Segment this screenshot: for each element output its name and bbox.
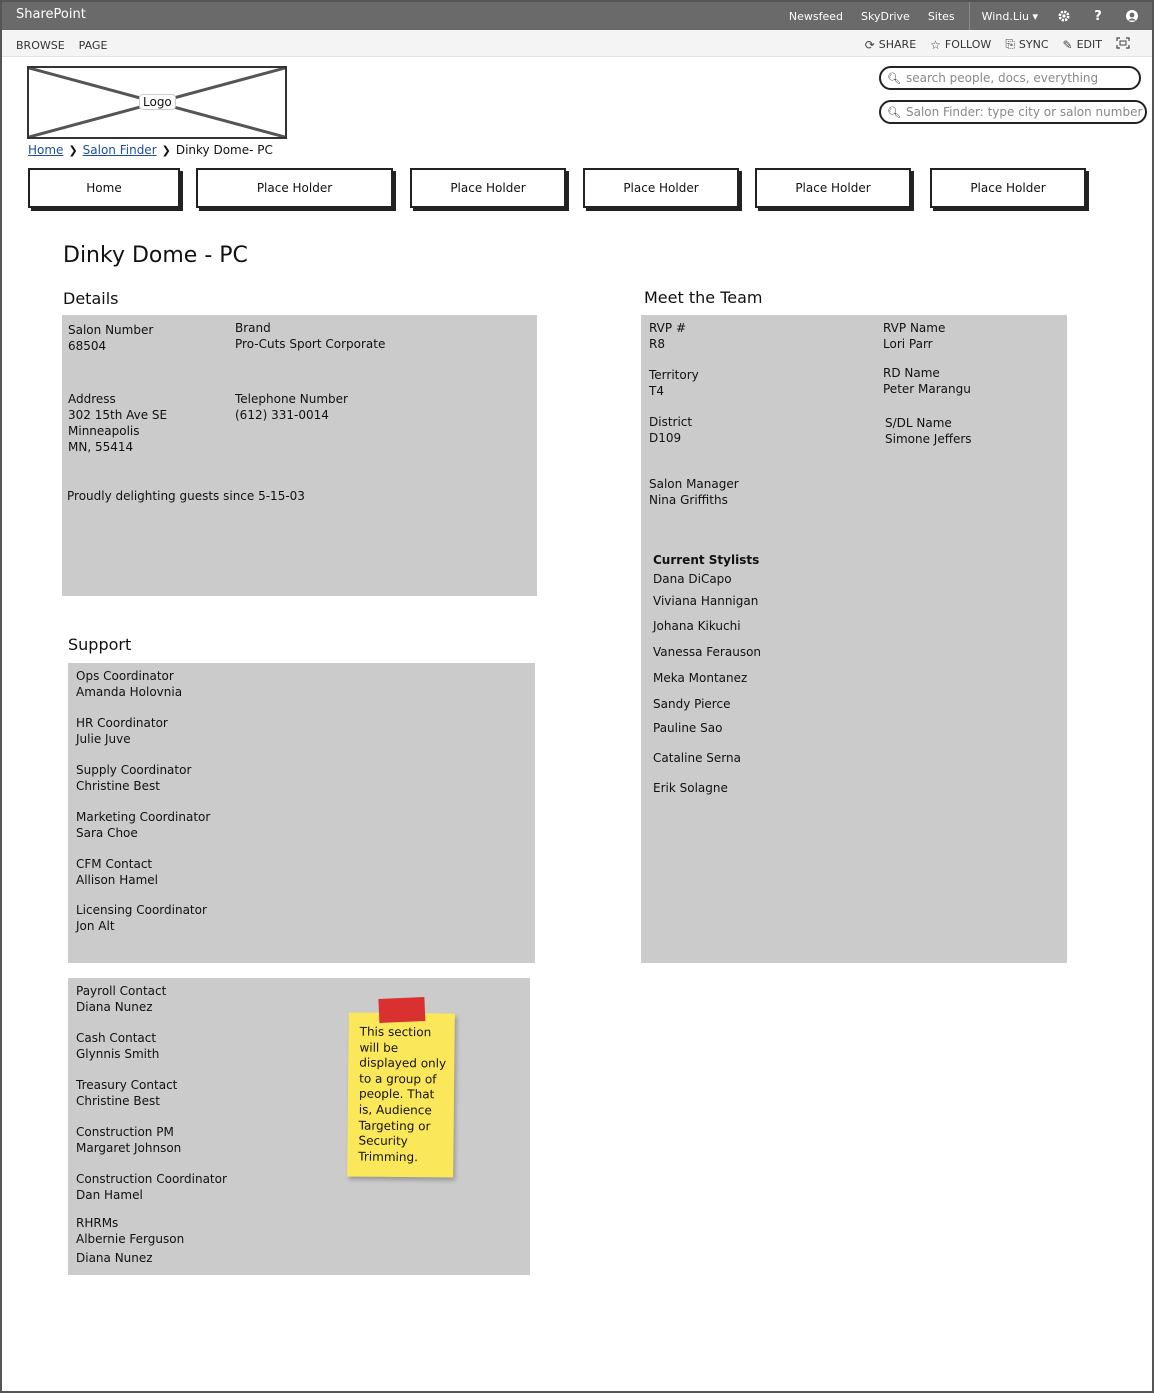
page-title: Dinky Dome - PC [63, 243, 248, 268]
brand-field [235, 320, 385, 352]
chevron-right-icon: ❯ [161, 143, 171, 157]
salon-finder-placeholder: Salon Finder: type city or salon number [905, 105, 1143, 119]
ribbon-bar [2, 30, 1152, 57]
nav-placeholder-2-button[interactable]: Place Holder [410, 168, 566, 208]
contact-name: Diana Nunez [76, 1000, 153, 1014]
stylist-item: Sandy Pierce [653, 697, 731, 711]
stylist-item: Viviana Hannigan [653, 594, 759, 608]
contact-name: Jon Alt [76, 919, 115, 933]
rvp-name-field [883, 320, 945, 352]
details-heading: Details [63, 289, 119, 308]
stylist-item: Cataline Serna [653, 751, 741, 765]
search-icon: 🔍︎ [887, 71, 901, 85]
logo-label: Logo [139, 94, 176, 110]
suite-links [771, 2, 1140, 30]
stylist-item: Erik Solagne [653, 781, 728, 795]
contact-name: Sara Choe [76, 826, 138, 840]
sticky-tape [378, 997, 425, 1023]
salon-manager-value: Nina Griffiths [649, 493, 728, 507]
support-contact [76, 856, 158, 888]
rvp-name-value: Lori Parr [883, 337, 933, 351]
contact-name: Christine Best [76, 779, 160, 793]
sharepoint-brand[interactable]: SharePoint [16, 7, 86, 22]
breadcrumb [28, 143, 273, 157]
breadcrumb-current: Dinky Dome- PC [175, 143, 273, 157]
address-line-2: Minneapolis [68, 424, 140, 438]
restricted-contact [76, 1171, 227, 1203]
restricted-contact [76, 1124, 181, 1156]
site-search-input[interactable] [879, 66, 1141, 90]
follow-button[interactable] [930, 38, 991, 52]
nav-placeholder-1-button[interactable]: Place Holder [196, 168, 393, 208]
brand-label: Brand [235, 321, 271, 335]
chevron-right-icon: ❯ [68, 143, 78, 157]
current-stylists-heading: Current Stylists [653, 553, 760, 567]
suite-divider [969, 2, 970, 30]
salon-finder-input[interactable] [879, 100, 1147, 124]
brand-value: Pro-Cuts Sport Corporate [235, 337, 386, 351]
search-icon: 🔍︎ [887, 105, 901, 119]
rhrm-name: Diana Nunez [76, 1251, 153, 1265]
share-label: SHARE [878, 38, 917, 51]
contact-role: Supply Coordinator [76, 763, 192, 777]
contact-name: Margaret Johnson [76, 1141, 182, 1155]
contact-name: Dan Hamel [76, 1188, 143, 1202]
sdl-name-label: S/DL Name [885, 416, 952, 430]
sites-link[interactable]: Sites [927, 9, 955, 23]
tab-browse[interactable]: BROWSE [16, 39, 65, 52]
support-contact [76, 902, 207, 934]
salon-number-value: 68504 [68, 339, 107, 353]
salon-number-label: Salon Number [68, 323, 154, 337]
avatar-icon[interactable] [1124, 8, 1140, 24]
site-search-placeholder: search people, docs, everything [905, 71, 1099, 85]
contact-role: Construction PM [76, 1125, 174, 1139]
ribbon-actions [865, 37, 1130, 52]
sync-button[interactable] [1005, 37, 1048, 52]
rvp-name-label: RVP Name [883, 321, 946, 335]
stylist-item: Dana DiCapo [653, 572, 732, 586]
contact-role: Cash Contact [76, 1031, 157, 1045]
restricted-contact [76, 1030, 159, 1062]
district-value: D109 [649, 431, 682, 445]
focus-mode-button[interactable] [1116, 37, 1130, 52]
edit-label: EDIT [1076, 38, 1102, 51]
support-contact [76, 809, 210, 841]
stylist-item: Pauline Sao [653, 721, 723, 735]
sdl-name-value: Simone Jeffers [885, 432, 972, 446]
skydrive-link[interactable]: SkyDrive [861, 9, 910, 23]
telephone-label: Telephone Number [235, 392, 348, 406]
site-logo[interactable] [27, 66, 287, 139]
territory-label: Territory [649, 368, 699, 382]
support-heading: Support [68, 635, 132, 654]
contact-role: Marketing Coordinator [76, 810, 211, 824]
district-field [649, 414, 692, 446]
team-panel [641, 315, 1067, 963]
edit-button[interactable] [1063, 38, 1102, 52]
address-field [68, 391, 167, 455]
territory-value: T4 [649, 384, 664, 398]
address-line-3: MN, 55414 [68, 440, 134, 454]
salon-manager-field [649, 476, 739, 508]
contact-name: Allison Hamel [76, 873, 159, 887]
user-menu[interactable]: Wind.Liu ▾ [981, 9, 1038, 23]
follow-label: FOLLOW [944, 38, 992, 51]
salon-manager-label: Salon Manager [649, 477, 739, 491]
restricted-contact [76, 983, 166, 1015]
contact-name: Julie Juve [76, 732, 131, 746]
support-contact [76, 762, 191, 794]
rd-name-field [883, 365, 971, 397]
breadcrumb-home-link[interactable]: Home [28, 143, 64, 157]
support-contact [76, 668, 182, 700]
territory-field [649, 367, 699, 399]
gear-icon[interactable] [1056, 8, 1072, 24]
contact-role: HR Coordinator [76, 716, 168, 730]
address-line-1: 302 15th Ave SE [68, 408, 168, 422]
newsfeed-link[interactable]: Newsfeed [788, 9, 844, 23]
details-panel [62, 315, 537, 596]
stylist-item: Meka Montanez [653, 671, 748, 685]
follow-star-icon: ☆ [930, 37, 941, 52]
salon-tagline: Proudly delighting guests since 5-15-03 [67, 489, 305, 503]
address-label: Address [68, 392, 116, 406]
sticky-note-text: This section will be displayed only to a group of people. That is, Audience Targeting or Security Trimming. [358, 1024, 447, 1164]
suite-bar [2, 2, 1152, 30]
restricted-contact [76, 1077, 177, 1109]
contact-name: Glynnis Smith [76, 1047, 160, 1061]
rhrm-name: Albernie Ferguson [76, 1232, 185, 1246]
salon-number-field [68, 322, 153, 354]
stylist-item: Johana Kikuchi [653, 619, 741, 633]
nav-home-button[interactable]: Home [28, 168, 180, 208]
contact-role: Ops Coordinator [76, 669, 174, 683]
contact-role: Licensing Coordinator [76, 903, 207, 917]
contact-role: Payroll Contact [76, 984, 167, 998]
rhrms-field [76, 1215, 184, 1266]
telephone-value: (612) 331-0014 [235, 408, 329, 422]
rvp-number-field [649, 320, 686, 352]
telephone-field [235, 391, 348, 423]
nav-placeholder-4-button[interactable]: Place Holder [755, 168, 911, 208]
sync-label: SYNC [1018, 38, 1049, 51]
rhrms-label: RHRMs [76, 1216, 119, 1230]
rd-name-value: Peter Marangu [883, 382, 971, 396]
nav-placeholder-3-button[interactable]: Place Holder [583, 168, 739, 208]
rvp-number-label: RVP # [649, 321, 686, 335]
contact-role: Treasury Contact [76, 1078, 178, 1092]
share-icon: ⟳ [864, 37, 875, 52]
focus-mode-icon [1116, 37, 1130, 52]
rd-name-label: RD Name [883, 366, 940, 380]
contact-name: Christine Best [76, 1094, 160, 1108]
contact-name: Amanda Holovnia [76, 685, 183, 699]
help-icon[interactable]: ? [1094, 8, 1102, 24]
tab-page[interactable]: PAGE [78, 39, 108, 52]
share-button[interactable] [865, 38, 916, 52]
sticky-note [347, 1012, 455, 1177]
sync-icon: ⎘ [1005, 37, 1015, 51]
stylist-item: Vanessa Ferauson [653, 645, 762, 659]
nav-placeholder-5-button[interactable]: Place Holder [930, 168, 1086, 208]
sdl-name-field [885, 415, 972, 447]
contact-role: CFM Contact [76, 857, 153, 871]
support-contact [76, 715, 168, 747]
ribbon-tabs [16, 39, 107, 52]
breadcrumb-salon-finder-link[interactable]: Salon Finder [82, 143, 157, 157]
team-heading: Meet the Team [644, 288, 763, 307]
district-label: District [649, 415, 693, 429]
edit-pencil-icon: ✎ [1062, 37, 1073, 52]
contact-role: Construction Coordinator [76, 1172, 227, 1186]
rvp-number-value: R8 [649, 337, 665, 351]
